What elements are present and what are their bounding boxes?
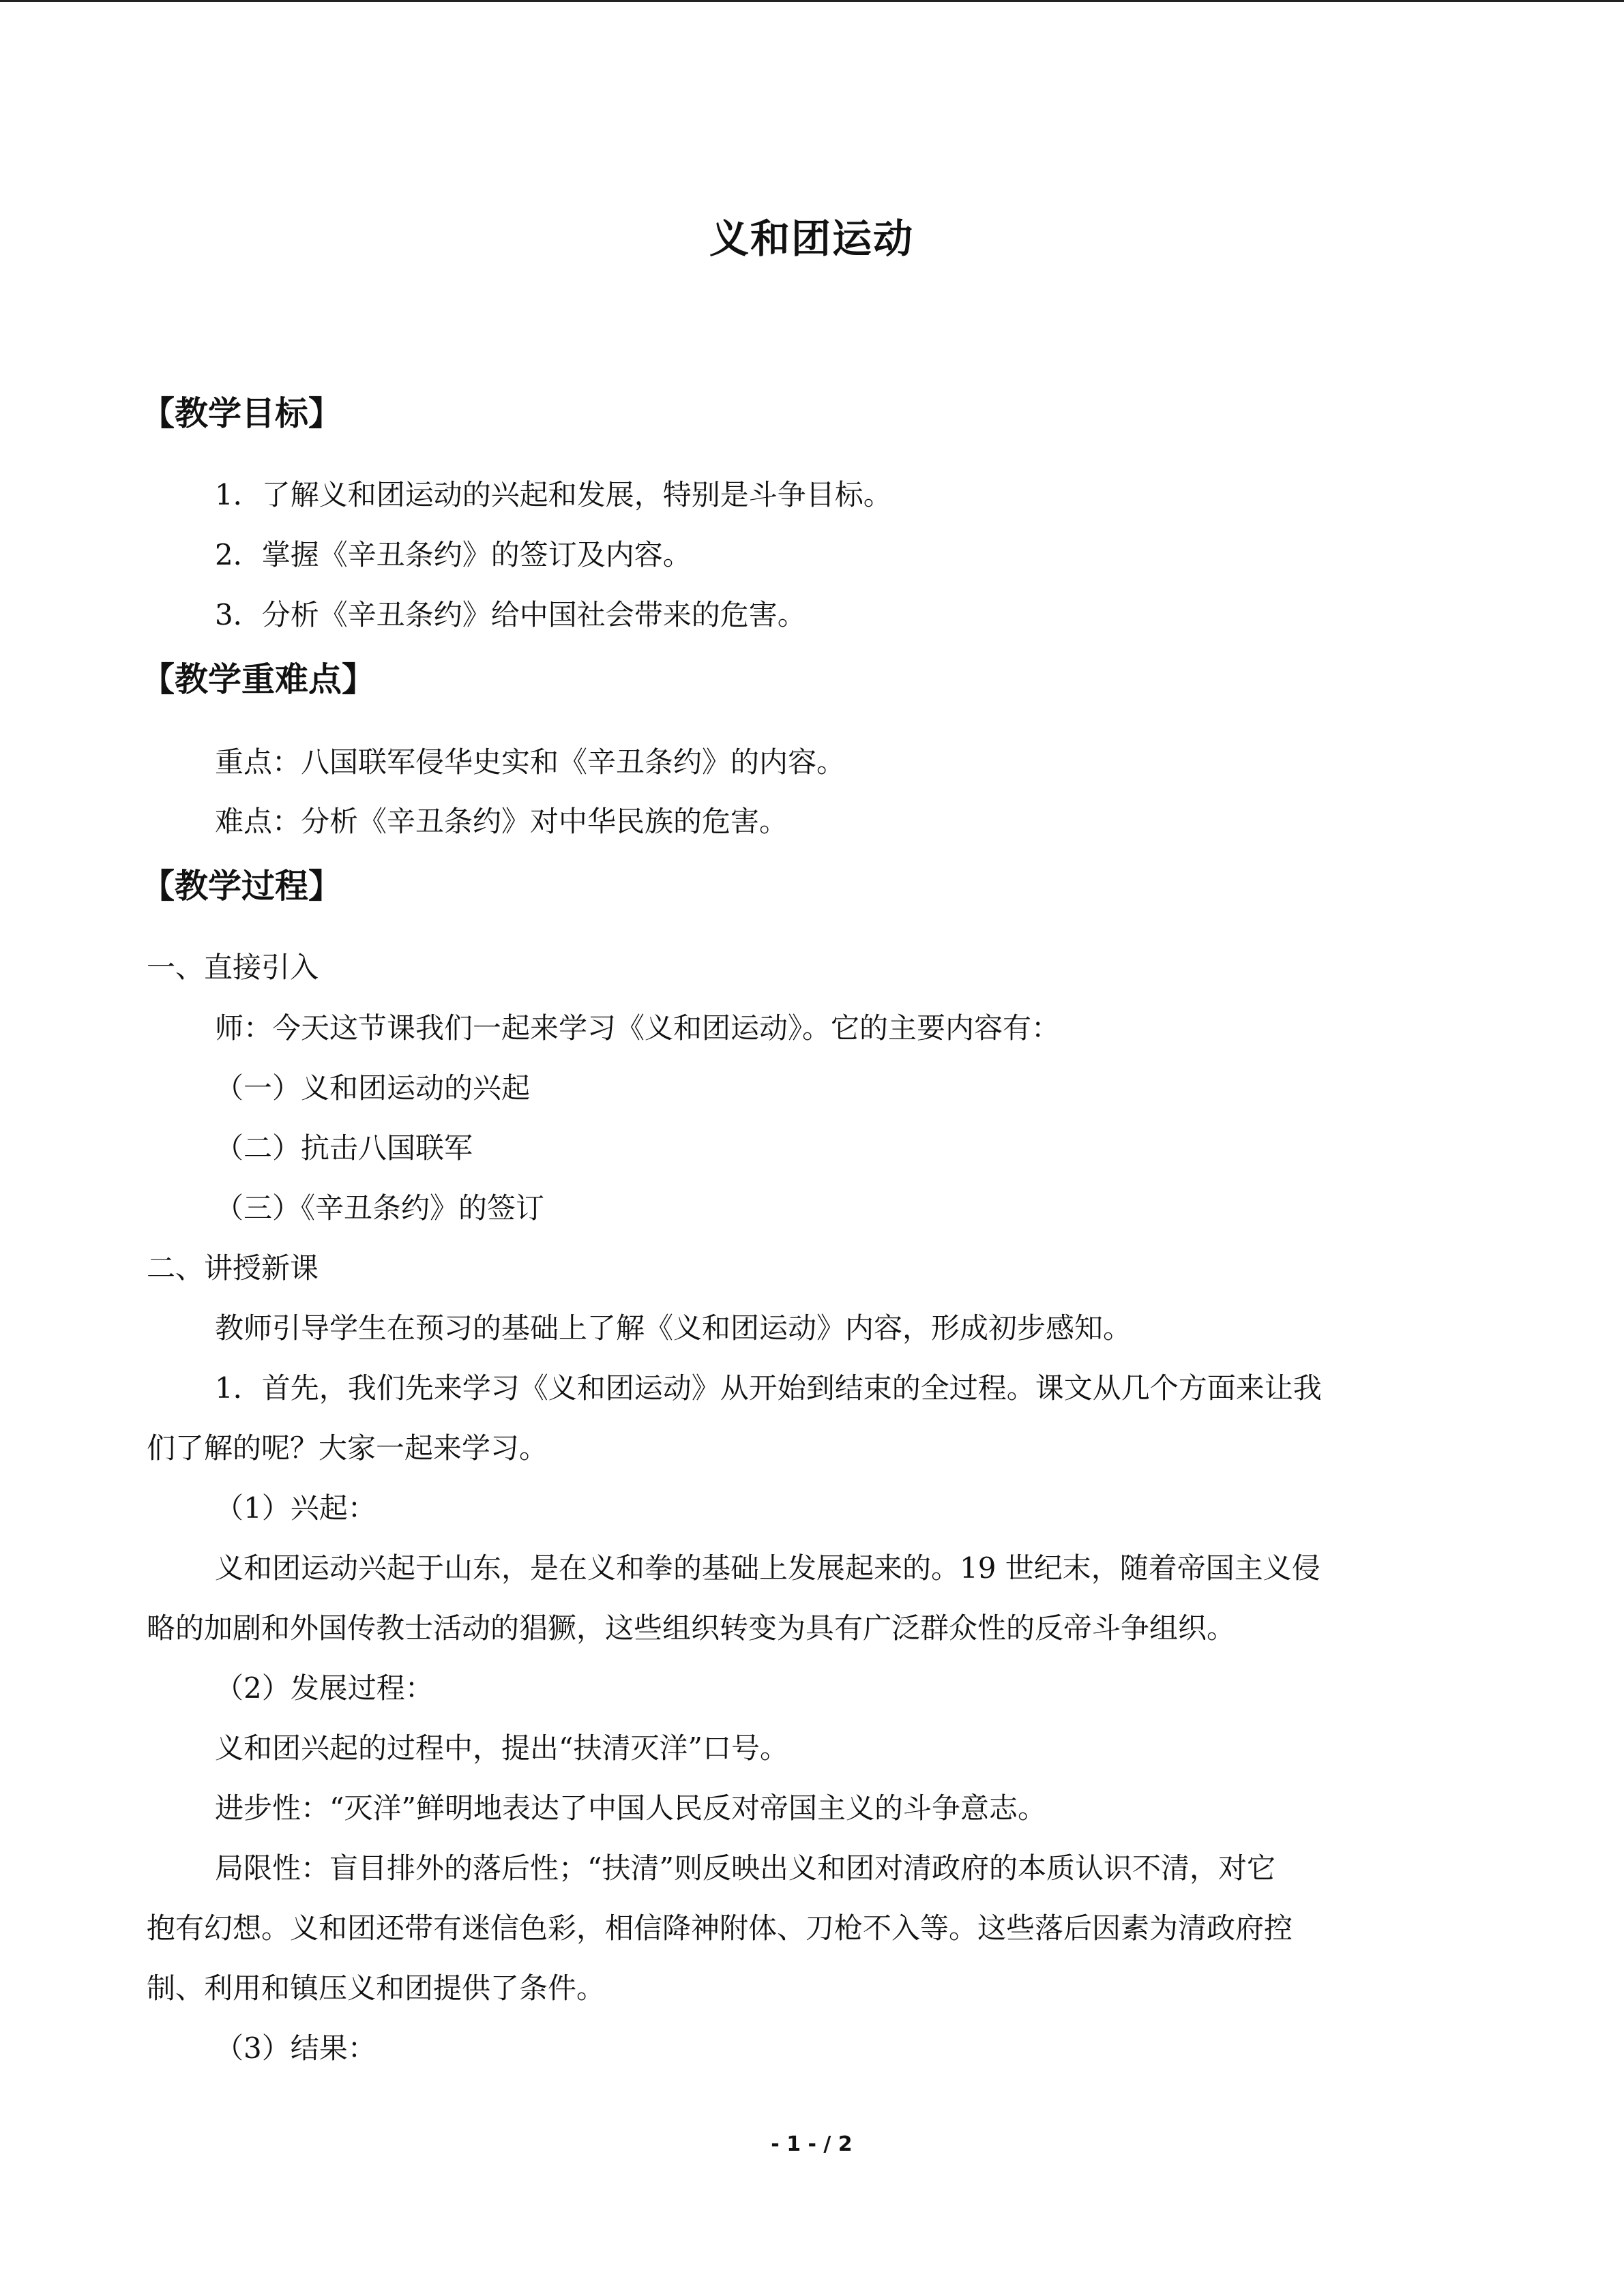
process-line-14: 义和团兴起的过程中，提出“扶清灭洋”口号。 xyxy=(215,1731,788,1765)
document-title: 义和团运动 xyxy=(709,215,914,262)
key-point-focus: 重点：八国联军侵华史实和《辛丑条约》的内容。 xyxy=(215,745,846,779)
process-heading: 【教学过程】 xyxy=(141,867,342,906)
process-line-6: 二、讲授新课 xyxy=(147,1251,319,1285)
process-line-7: 教师引导学生在预习的基础上了解《义和团运动》内容，形成初步感知。 xyxy=(215,1311,1132,1345)
process-line-2: 师：今天这节课我们一起来学习《义和团运动》。它的主要内容有： xyxy=(215,1011,1061,1045)
process-line-13: （2）发展过程： xyxy=(215,1671,434,1705)
process-line-18: 制、利用和镇压义和团提供了条件。 xyxy=(147,1971,606,2005)
objective-item-2: 2．掌握《辛丑条约》的签订及内容。 xyxy=(215,538,692,571)
process-line-3: （一）义和团运动的兴起 xyxy=(215,1071,531,1105)
process-line-1: 一、直接引入 xyxy=(147,951,319,984)
key-points-heading: 【教学重难点】 xyxy=(141,660,376,699)
page-number: - 1 - / 2 xyxy=(771,2132,853,2156)
key-point-difficulty: 难点：分析《辛丑条约》对中华民族的危害。 xyxy=(215,805,788,838)
objective-item-3: 3．分析《辛丑条约》给中国社会带来的危害。 xyxy=(215,598,806,631)
objective-item-1: 1．了解义和团运动的兴起和发展，特别是斗争目标。 xyxy=(215,478,892,511)
process-line-4: （二）抗击八国联军 xyxy=(215,1131,473,1165)
process-line-16: 局限性：盲目排外的落后性；“扶清”则反映出义和团对清政府的本质认识不清，对它 xyxy=(215,1851,1275,1885)
top-border-line xyxy=(0,0,1624,2)
process-line-19: （3）结果： xyxy=(215,2031,377,2065)
objectives-heading: 【教学目标】 xyxy=(141,394,342,433)
process-line-12: 略的加剧和外国传教士活动的猖獗，这些组织转变为具有广泛群众性的反帝斗争组织。 xyxy=(147,1611,1236,1645)
process-line-8: 1．首先，我们先来学习《义和团运动》从开始到结束的全过程。课文从几个方面来让我 xyxy=(215,1371,1322,1405)
process-line-15: 进步性：“灭洋”鲜明地表达了中国人民反对帝国主义的斗争意志。 xyxy=(215,1791,1046,1825)
process-line-11: 义和团运动兴起于山东，是在义和拳的基础上发展起来的。19 世纪末，随着帝国主义侵 xyxy=(215,1551,1320,1585)
process-line-10: （1）兴起： xyxy=(215,1491,377,1525)
process-line-5: （三）《辛丑条约》的签订 xyxy=(215,1191,545,1225)
process-line-9: 们了解的呢？大家一起来学习。 xyxy=(147,1431,548,1465)
process-line-17: 抱有幻想。义和团还带有迷信色彩，相信降神附体、刀枪不入等。这些落后因素为清政府控 xyxy=(147,1911,1293,1945)
